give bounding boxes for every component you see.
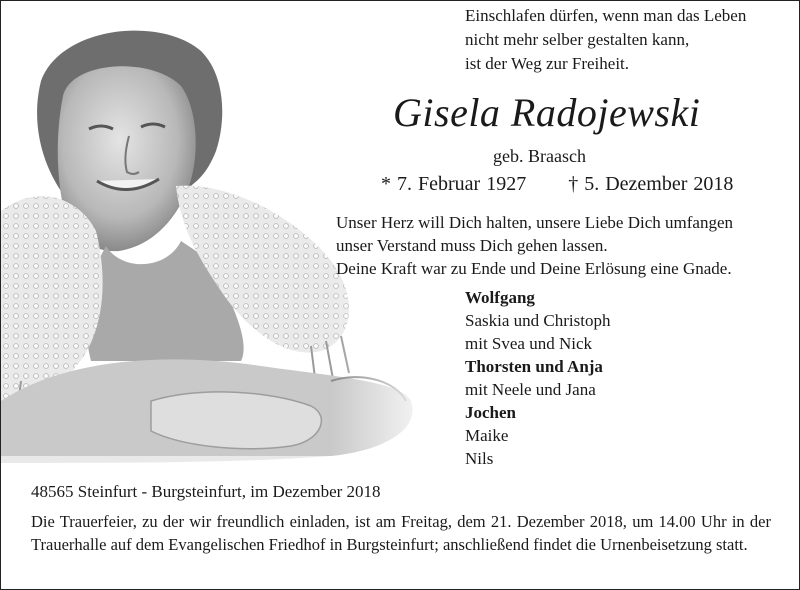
family-member: mit Neele und Jana <box>465 380 596 399</box>
verse-line: Deine Kraft war zu Ende und Deine Erlösung eine Gnade. <box>336 259 732 278</box>
maiden-name: geb. Braasch <box>493 146 586 166</box>
family-head: Wolfgang <box>465 288 535 307</box>
quote-line: nicht mehr selber gestalten kann, <box>465 30 690 49</box>
family-member: Nils <box>465 449 494 468</box>
deceased-name: Gisela Radojewski <box>393 90 701 135</box>
birth-date: * 7. Februar 1927 <box>381 173 527 195</box>
family-head: Jochen <box>465 403 516 422</box>
quote-line: ist der Weg zur Freiheit. <box>465 54 630 73</box>
place-and-date: 48565 Steinfurt - Burgsteinfurt, im Dezember 2018 <box>31 482 381 501</box>
family-member: Maike <box>465 426 509 445</box>
quote-line: Einschlafen dürfen, wenn man das Leben <box>465 6 747 25</box>
family-head: Thorsten und Anja <box>465 357 603 376</box>
life-dates <box>381 171 733 197</box>
opening-quote <box>465 4 746 76</box>
verse-line: Unser Herz will Dich halten, unsere Liebe Dich umfangen <box>336 213 733 232</box>
death-date: † 5. Dezember 2018 <box>568 173 734 195</box>
family-member: mit Svea und Nick <box>465 334 593 353</box>
verse-line: unser Verstand muss Dich gehen lassen. <box>336 236 608 255</box>
verse <box>336 211 733 280</box>
funeral-notice: Die Trauerfeier, zu der wir freundlich einladen, ist am Freitag, dem 21. Dezember 2018, um 14.00 Uhr in der Trauerhalle auf dem Evangelischen Friedhof in Burgsteinfurt; anschließend findet die Urnenbeisetzung statt. <box>31 512 771 554</box>
family-member: Saskia und Christoph <box>465 311 611 330</box>
mourners-list <box>465 286 610 470</box>
